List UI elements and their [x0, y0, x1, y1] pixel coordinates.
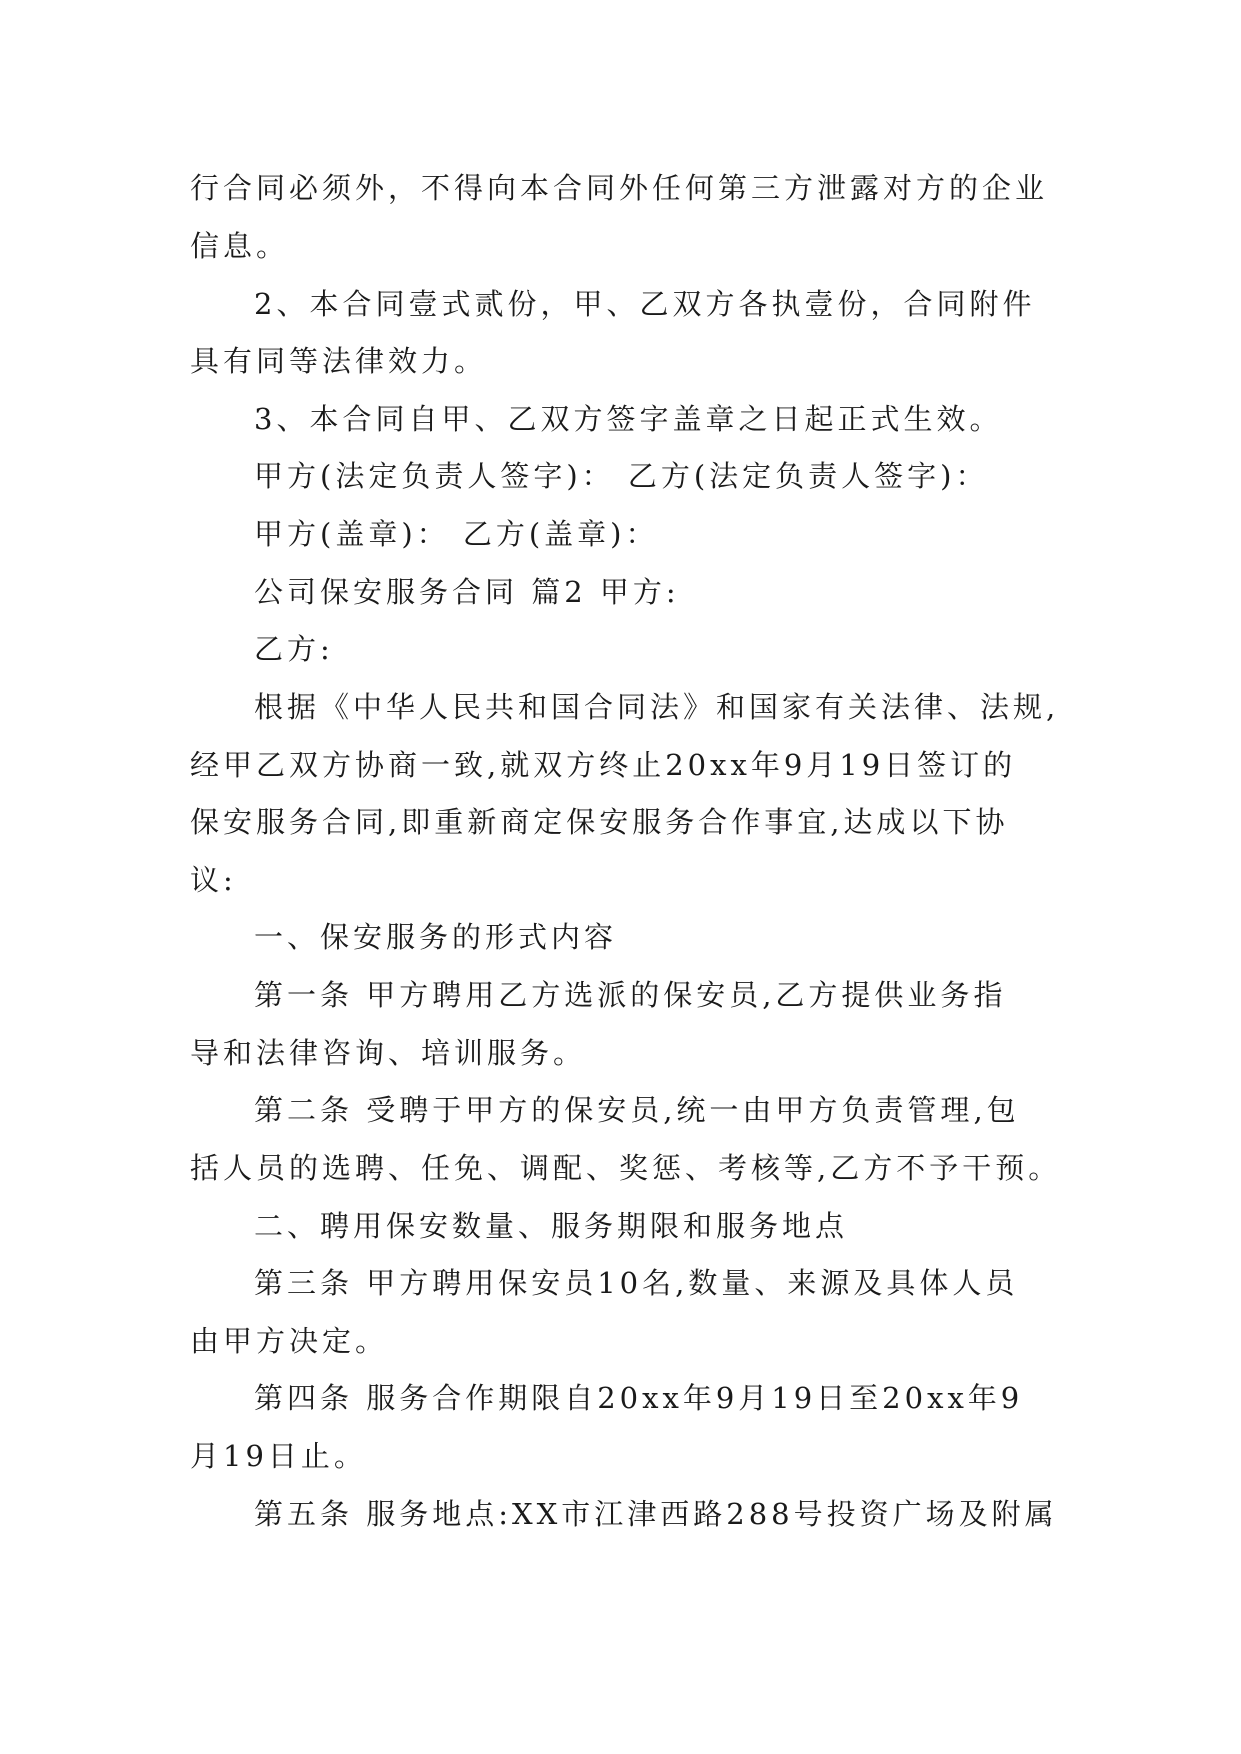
- article-4: 第四条 服务合作期限自20xx年9月19日至20xx年9: [254, 1381, 1024, 1415]
- text-line: 具有同等法律效力。: [190, 344, 488, 378]
- text-line: 经甲乙双方协商一致,就双方终止20xx年9月19日签订的: [190, 748, 1017, 782]
- text-line: 保安服务合同,即重新商定保安服务合作事宜,达成以下协: [190, 805, 1009, 839]
- seal-line: 甲方(盖章)： 乙方(盖章)：: [254, 517, 659, 551]
- text-line: 行合同必须外，不得向本合同外任何第三方泄露对方的企业: [190, 171, 1049, 205]
- text-line: 由甲方决定。: [190, 1324, 389, 1358]
- preamble-line: 根据《中华人民共和国合同法》和国家有关法律、法规,: [254, 690, 1060, 724]
- section-heading: 一、保安服务的形式内容: [254, 920, 618, 954]
- text-line: 议:: [190, 863, 237, 897]
- article-1: 第一条 甲方聘用乙方选派的保安员,乙方提供业务指: [254, 978, 1007, 1012]
- clause-2: 2、本合同壹式贰份，甲、乙双方各执壹份，合同附件: [254, 287, 1036, 321]
- signature-line: 甲方(法定负责人签字)： 乙方(法定负责人签字)：: [254, 459, 989, 493]
- article-5: 第五条 服务地点:XX市江津西路288号投资广场及附属: [254, 1497, 1058, 1531]
- text-line: 括人员的选聘、任免、调配、奖惩、考核等,乙方不予干预。: [190, 1151, 1062, 1185]
- text-line: 月19日止。: [190, 1439, 367, 1473]
- section-heading: 二、聘用保安数量、服务期限和服务地点: [254, 1209, 849, 1243]
- text-line: 导和法律咨询、培训服务。: [190, 1036, 587, 1070]
- article-2: 第二条 受聘于甲方的保安员,统一由甲方负责管理,包: [254, 1093, 1020, 1127]
- party-b-line: 乙方:: [254, 632, 334, 666]
- text-line: 信息。: [190, 229, 290, 263]
- article-3: 第三条 甲方聘用保安员10名,数量、来源及具体人员: [254, 1266, 1019, 1300]
- clause-3: 3、本合同自甲、乙双方签字盖章之日起正式生效。: [254, 402, 1003, 436]
- contract-heading: 公司保安服务合同 篇2 甲方:: [254, 575, 680, 609]
